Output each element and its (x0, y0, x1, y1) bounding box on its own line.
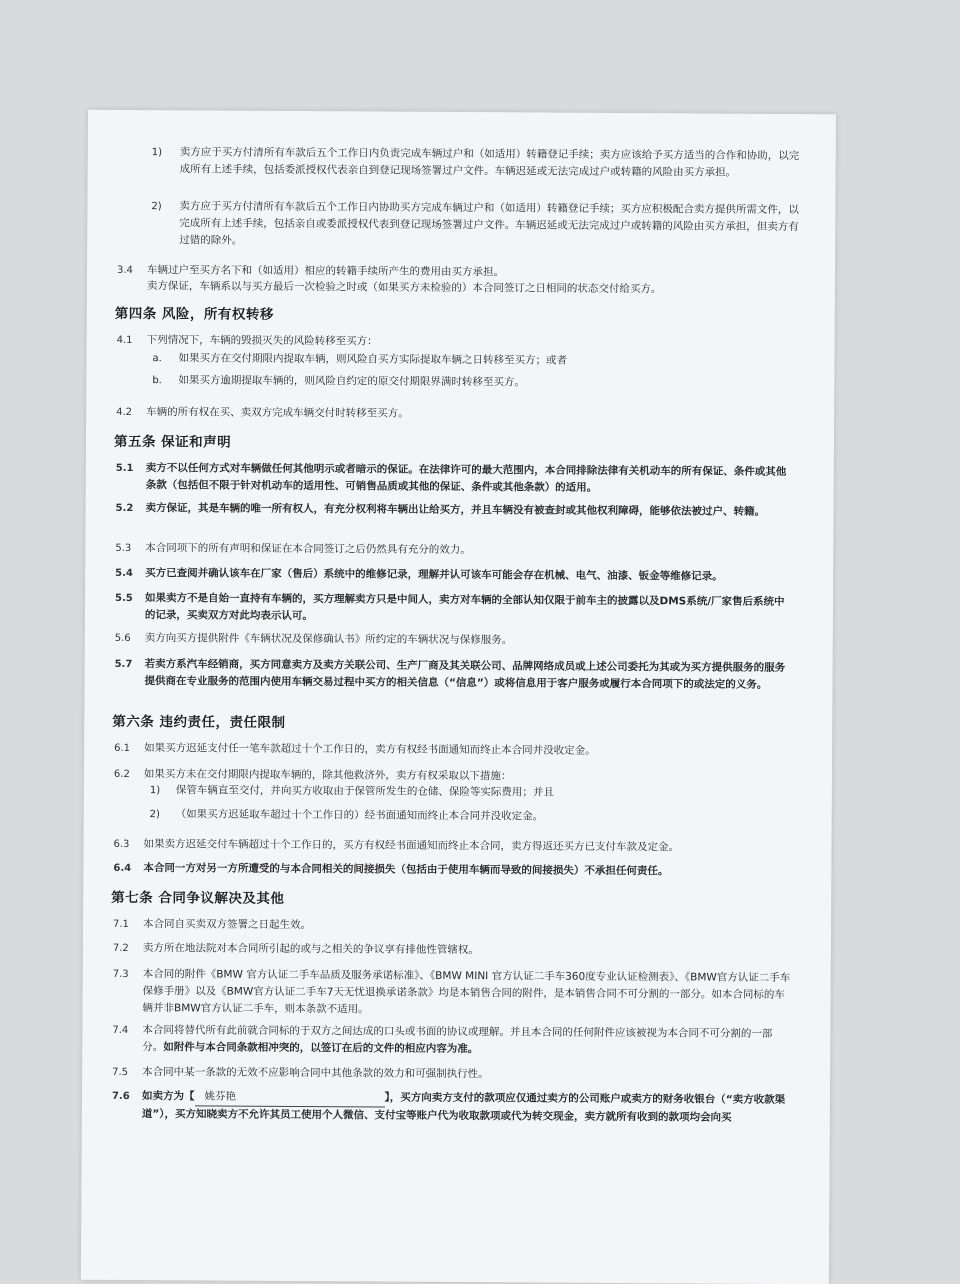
clause-text: 如果卖方迟延交付车辆超过十个工作日的，买方有权经书面通知而终止本合同，卖方得返还买方已支付车款及定金。 (143, 838, 680, 854)
clause-text: （如果买方迟延取车超过十个工作日的）经书面通知而终止本合同并没收定金。 (175, 808, 544, 823)
clause-number: 5.7 (114, 658, 133, 670)
clause-text: 如果买方未在交付期限内提取车辆的，除其他救济外，卖方有权采取以下措施： (143, 768, 512, 783)
clause-number: 5.4 (115, 567, 133, 579)
clause-number: 3.4 (116, 264, 133, 276)
clause-text: 本合同的附件《BMW 官方认证二手车品质及服务承诺标准》、《BMW MINI 官方认证二手车360度专业认证检测表》、《BMW官方认证二手车保修手册》以及《BMW官方认证二手车7天无忧退换承诺条款》均是本销售合同的附件，是本销售合同不可分割的一部分。如本合同标的车辆并非BMW官方认证二手车，则本条款不适用。 (142, 968, 791, 1016)
clause-number: 4.1 (116, 334, 133, 346)
clause-text: 下列情况下，车辆的毁损灭失的风险转移至买方： (146, 334, 378, 348)
item-number: 1) (151, 147, 163, 159)
clause-number: 7.5 (112, 1066, 129, 1078)
clause-text (142, 1022, 792, 1060)
clause-text: 卖方所在地法院对本合同所引起的或与之相关的争议享有排他性管辖权。 (142, 942, 479, 957)
clause-text: 卖方保证，车辆系以与买方最后一次检验之时或（如果买方未检验的）本合同签订之日相同的状态交付给买方。 (146, 280, 662, 296)
clause-number: 7.6 (111, 1090, 130, 1102)
clause-number: 4.2 (116, 406, 133, 418)
clause-number: 6.3 (113, 838, 130, 850)
item-number: 1) (149, 785, 161, 797)
clause-number: 6.2 (113, 768, 130, 780)
clause-text (142, 1088, 792, 1127)
clause-text: 卖方保证，其是车辆的唯一所有权人，有充分权利将车辆出让给买方，并且车辆没有被查封或其他权利障碍，能够依法被过户、转籍。 (145, 502, 766, 518)
clause-number: 5.5 (114, 592, 133, 604)
clause-number: 5.6 (114, 632, 131, 644)
document-page (81, 110, 836, 1284)
item-number: b. (152, 375, 162, 387)
clause-number: 5.3 (115, 542, 132, 554)
item-number: a. (152, 353, 162, 365)
clause-text: 卖方应于买方付清所有车款后五个工作日内负责完成车辆过户和（如适用）转籍登记手续；卖方应该给予买方适当的合作和协助，以完成所有上述手续，包括委派授权代表亲自到登记现场签署过户文件。车辆迟延或无法完成过户或转籍的风险由买方承担。 (179, 146, 800, 179)
clause-text-rest: 】，买方向卖方支付的款项应仅通过卖方的公司账户或卖方的财务收银台（“卖方收款渠道”），买方知晓卖方不允许其员工使用个人微信、支付宝等账户代为收取款项或代为转交现金，卖方就所有收到的款项均会向买 (141, 1091, 786, 1124)
clause-text: 如果买方逾期提取车辆的，则风险自约定的原交付期限界满时转移至买方。 (178, 374, 525, 389)
clause-text: 卖方应于买方付清所有车款后五个工作日内协助买方完成车辆过户和（如适用）转籍登记手续；买方应积极配合卖方提供所需文件，以完成所有上述手续，包括亲自或委派授权代表到登记现场签署过户文件。车辆迟延或无法完成过户或转籍的风险由买方承担，但卖方有过错的除外。 (179, 200, 799, 247)
seller-name-field (194, 1088, 384, 1107)
clause-text: 卖方向买方提供附件《车辆状况及保修确认书》所约定的车辆状况与保修服务。 (144, 632, 513, 647)
clause-text: 卖方不以任何方式对车辆做任何其他明示或者暗示的保证。在法律许可的最大范围内，本合同排除法律有关机动车的所有保证、条件或其他条款（包括但不限于针对机动车的适用性、可销售品质或其他的保证、条件或其他条款）的适用。 (145, 462, 787, 494)
clause-text: 保管车辆直至交付，并向买方收取由于保管所发生的仓储、保险等实际费用；并且 (175, 784, 554, 799)
clause-text: 若卖方系汽车经销商，买方同意卖方及卖方关联公司、生产厂商及其关联公司、品牌网络成员或上述公司委托为其或为买方提供服务的服务提供商在专业服务的范围内使用车辆交易过程中买方的相关信息（“信息”）或将信息用于客户服务或履行本合同项下的或法定的义务。 (144, 658, 786, 691)
clause-text: 如果买方在交付期限内提取车辆，则风险自买方实际提取车辆之日转移至买方；或者 (178, 352, 568, 367)
clause-text: 如果卖方不是自始一直持有车辆的，买方理解卖方只是中间人，卖方对车辆的全部认知仅限于前车主的披露以及DMS系统/厂家售后系统中的记录，买卖双方对此均表示认可。 (144, 592, 785, 623)
clause-number: 6.1 (114, 742, 131, 754)
clause-text: 如果买方迟延支付任一笔车款超过十个工作日的，卖方有权经书面通知而终止本合同并没收定金。 (144, 742, 596, 757)
seller-name: 姚芬艳 (204, 1090, 237, 1103)
section-heading: 第五条 保证和声明 (113, 433, 232, 451)
clause-number: 7.1 (112, 918, 129, 930)
clause-text: 车辆的所有权在买、卖双方完成车辆交付时转移至买方。 (146, 406, 409, 420)
contract-text (81, 110, 836, 1284)
clause-text: 车辆过户至买方名下和（如适用）相应的转籍手续所产生的费用由买方承担。 (146, 264, 505, 279)
clause-text-bold: 如附件与本合同条款相冲突的，以签订在后的文件的相应内容为准。 (163, 1041, 479, 1056)
clause-number: 7.2 (112, 942, 129, 954)
item-number: 2) (151, 201, 162, 213)
clause-number: 7.3 (112, 968, 129, 980)
clause-text: 买方已查阅并确认该车在厂家（售后）系统中的维修记录，理解并认可该车可能会存在机械、电气、油漆、钣金等维修记录。 (145, 567, 723, 583)
clause-number: 7.4 (112, 1024, 129, 1036)
clause-text-normal: 本合同将替代所有此前就合同标的于双方之间达成的口头或书面的协议或理解。并且本合同的任何附件应该被视为本合同不可分割的一部分。 (142, 1024, 773, 1054)
section-heading: 第七条 合同争议解决及其他 (111, 889, 285, 907)
item-number: 2) (149, 809, 161, 821)
clause-text: 本合同项下的所有声明和保证在本合同签订之后仍然具有充分的效力。 (145, 542, 471, 557)
clause-text: 本合同一方对另一方所遭受的与本合同相关的间接损失（包括由于使用车辆而导致的间接损失）不承担任何责任。 (143, 862, 669, 878)
seller-prefix: 如卖方为【 (141, 1090, 195, 1103)
section-heading: 第四条 风险，所有权转移 (114, 305, 275, 323)
section-heading: 第六条 违约责任，责任限制 (112, 713, 286, 731)
clause-number: 6.4 (113, 862, 132, 874)
clause-text: 本合同自买卖双方签署之日起生效。 (142, 918, 312, 932)
clause-number: 5.2 (115, 502, 134, 514)
clause-text: 本合同中某一条款的无效不应影响合同中其他条款的效力和可强制执行性。 (142, 1066, 489, 1081)
clause-number: 5.1 (115, 462, 134, 475)
